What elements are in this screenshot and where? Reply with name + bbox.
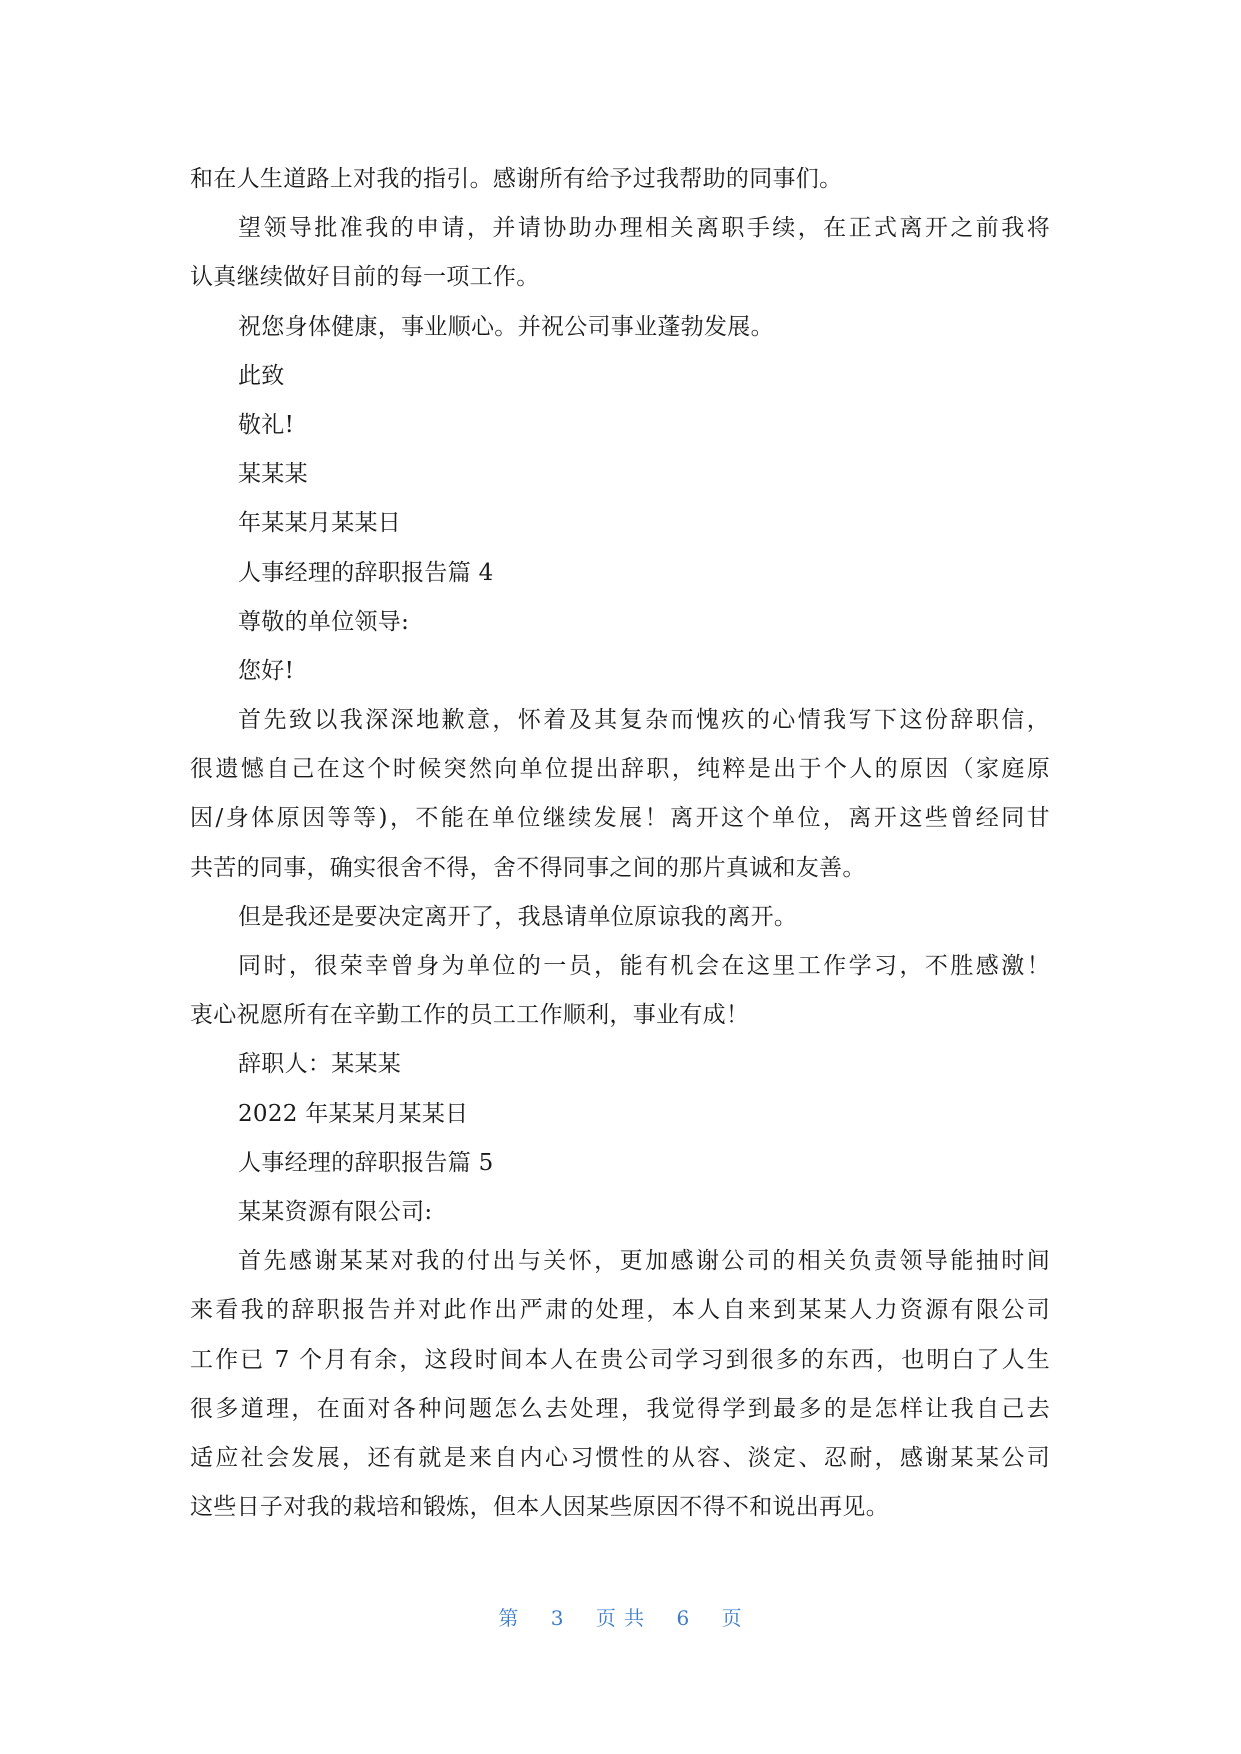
letter-greeting: 您好! xyxy=(238,657,295,684)
text-line: 适应社会发展，还有就是来自内心习惯性的从容、淡定、忍耐，感谢某某公司 xyxy=(190,1444,1050,1471)
total-page-count: 6 xyxy=(676,1606,691,1630)
signature-date: 2022 年某某月某某日 xyxy=(238,1100,469,1127)
text-line: 工作已 7 个月有余，这段时间本人在贵公司学习到很多的东西，也明白了人生 xyxy=(190,1346,1050,1373)
section-heading: 人事经理的辞职报告篇 4 xyxy=(238,559,494,586)
section-heading: 人事经理的辞职报告篇 5 xyxy=(238,1149,494,1176)
page-footer-suffix: 页 xyxy=(721,1606,743,1630)
letter-greeting: 尊敬的单位领导: xyxy=(238,608,410,635)
text-line: 首先感谢某某对我的付出与关怀，更加感谢公司的相关负责领导能抽时间 xyxy=(238,1248,1050,1275)
text-line: 共苦的同事，确实很舍不得，舍不得同事之间的那片真诚和友善。 xyxy=(190,854,866,881)
text-line: 但是我还是要决定离开了，我恳请单位原谅我的离开。 xyxy=(238,903,798,930)
text-line: 认真继续做好目前的每一项工作。 xyxy=(190,264,540,291)
page-footer-middle: 页 共 xyxy=(595,1606,646,1630)
text-line: 衷心祝愿所有在辛勤工作的员工工作顺利，事业有成！ xyxy=(190,1002,750,1029)
letter-greeting: 某某资源有限公司: xyxy=(238,1198,433,1225)
text-line: 同时，很荣幸曾身为单位的一员，能有机会在这里工作学习，不胜感激！ xyxy=(238,953,1050,979)
text-line: 很多道理，在面对各种问题怎么去处理，我觉得学到最多的是怎样让我自己去 xyxy=(190,1395,1050,1422)
text-line: 因/身体原因等等)，不能在单位继续发展！离开这个单位，离开这些曾经同甘 xyxy=(190,805,1050,832)
closing-salutation: 此致 xyxy=(238,362,285,389)
text-line: 望领导批准我的申请，并请协助办理相关离职手续，在正式离开之前我将 xyxy=(238,215,1050,242)
closing-salutation: 敬礼! xyxy=(238,411,295,438)
page-number-footer xyxy=(0,1602,1241,1631)
page-footer-prefix: 第 xyxy=(498,1606,520,1630)
signature-name: 辞职人：某某某 xyxy=(238,1051,402,1078)
signature-name: 某某某 xyxy=(238,461,308,488)
current-page-number: 3 xyxy=(550,1606,565,1630)
text-line: 很遗憾自己在这个时候突然向单位提出辞职，纯粹是出于个人的原因（家庭原 xyxy=(190,756,1050,783)
text-line: 这些日子对我的栽培和锻炼，但本人因某些原因不得不和说出再见。 xyxy=(190,1494,889,1521)
text-line: 祝您身体健康，事业顺心。并祝公司事业蓬勃发展。 xyxy=(238,313,774,340)
text-line: 来看我的辞职报告并对此作出严肃的处理，本人自来到某某人力资源有限公司 xyxy=(190,1297,1050,1324)
text-line: 首先致以我深深地歉意，怀着及其复杂而愧疚的心情我写下这份辞职信， xyxy=(238,707,1050,734)
document-body xyxy=(190,155,1050,1532)
signature-date: 年某某月某某日 xyxy=(238,510,402,537)
text-line: 和在人生道路上对我的指引。感谢所有给予过我帮助的同事们。 xyxy=(190,166,843,192)
